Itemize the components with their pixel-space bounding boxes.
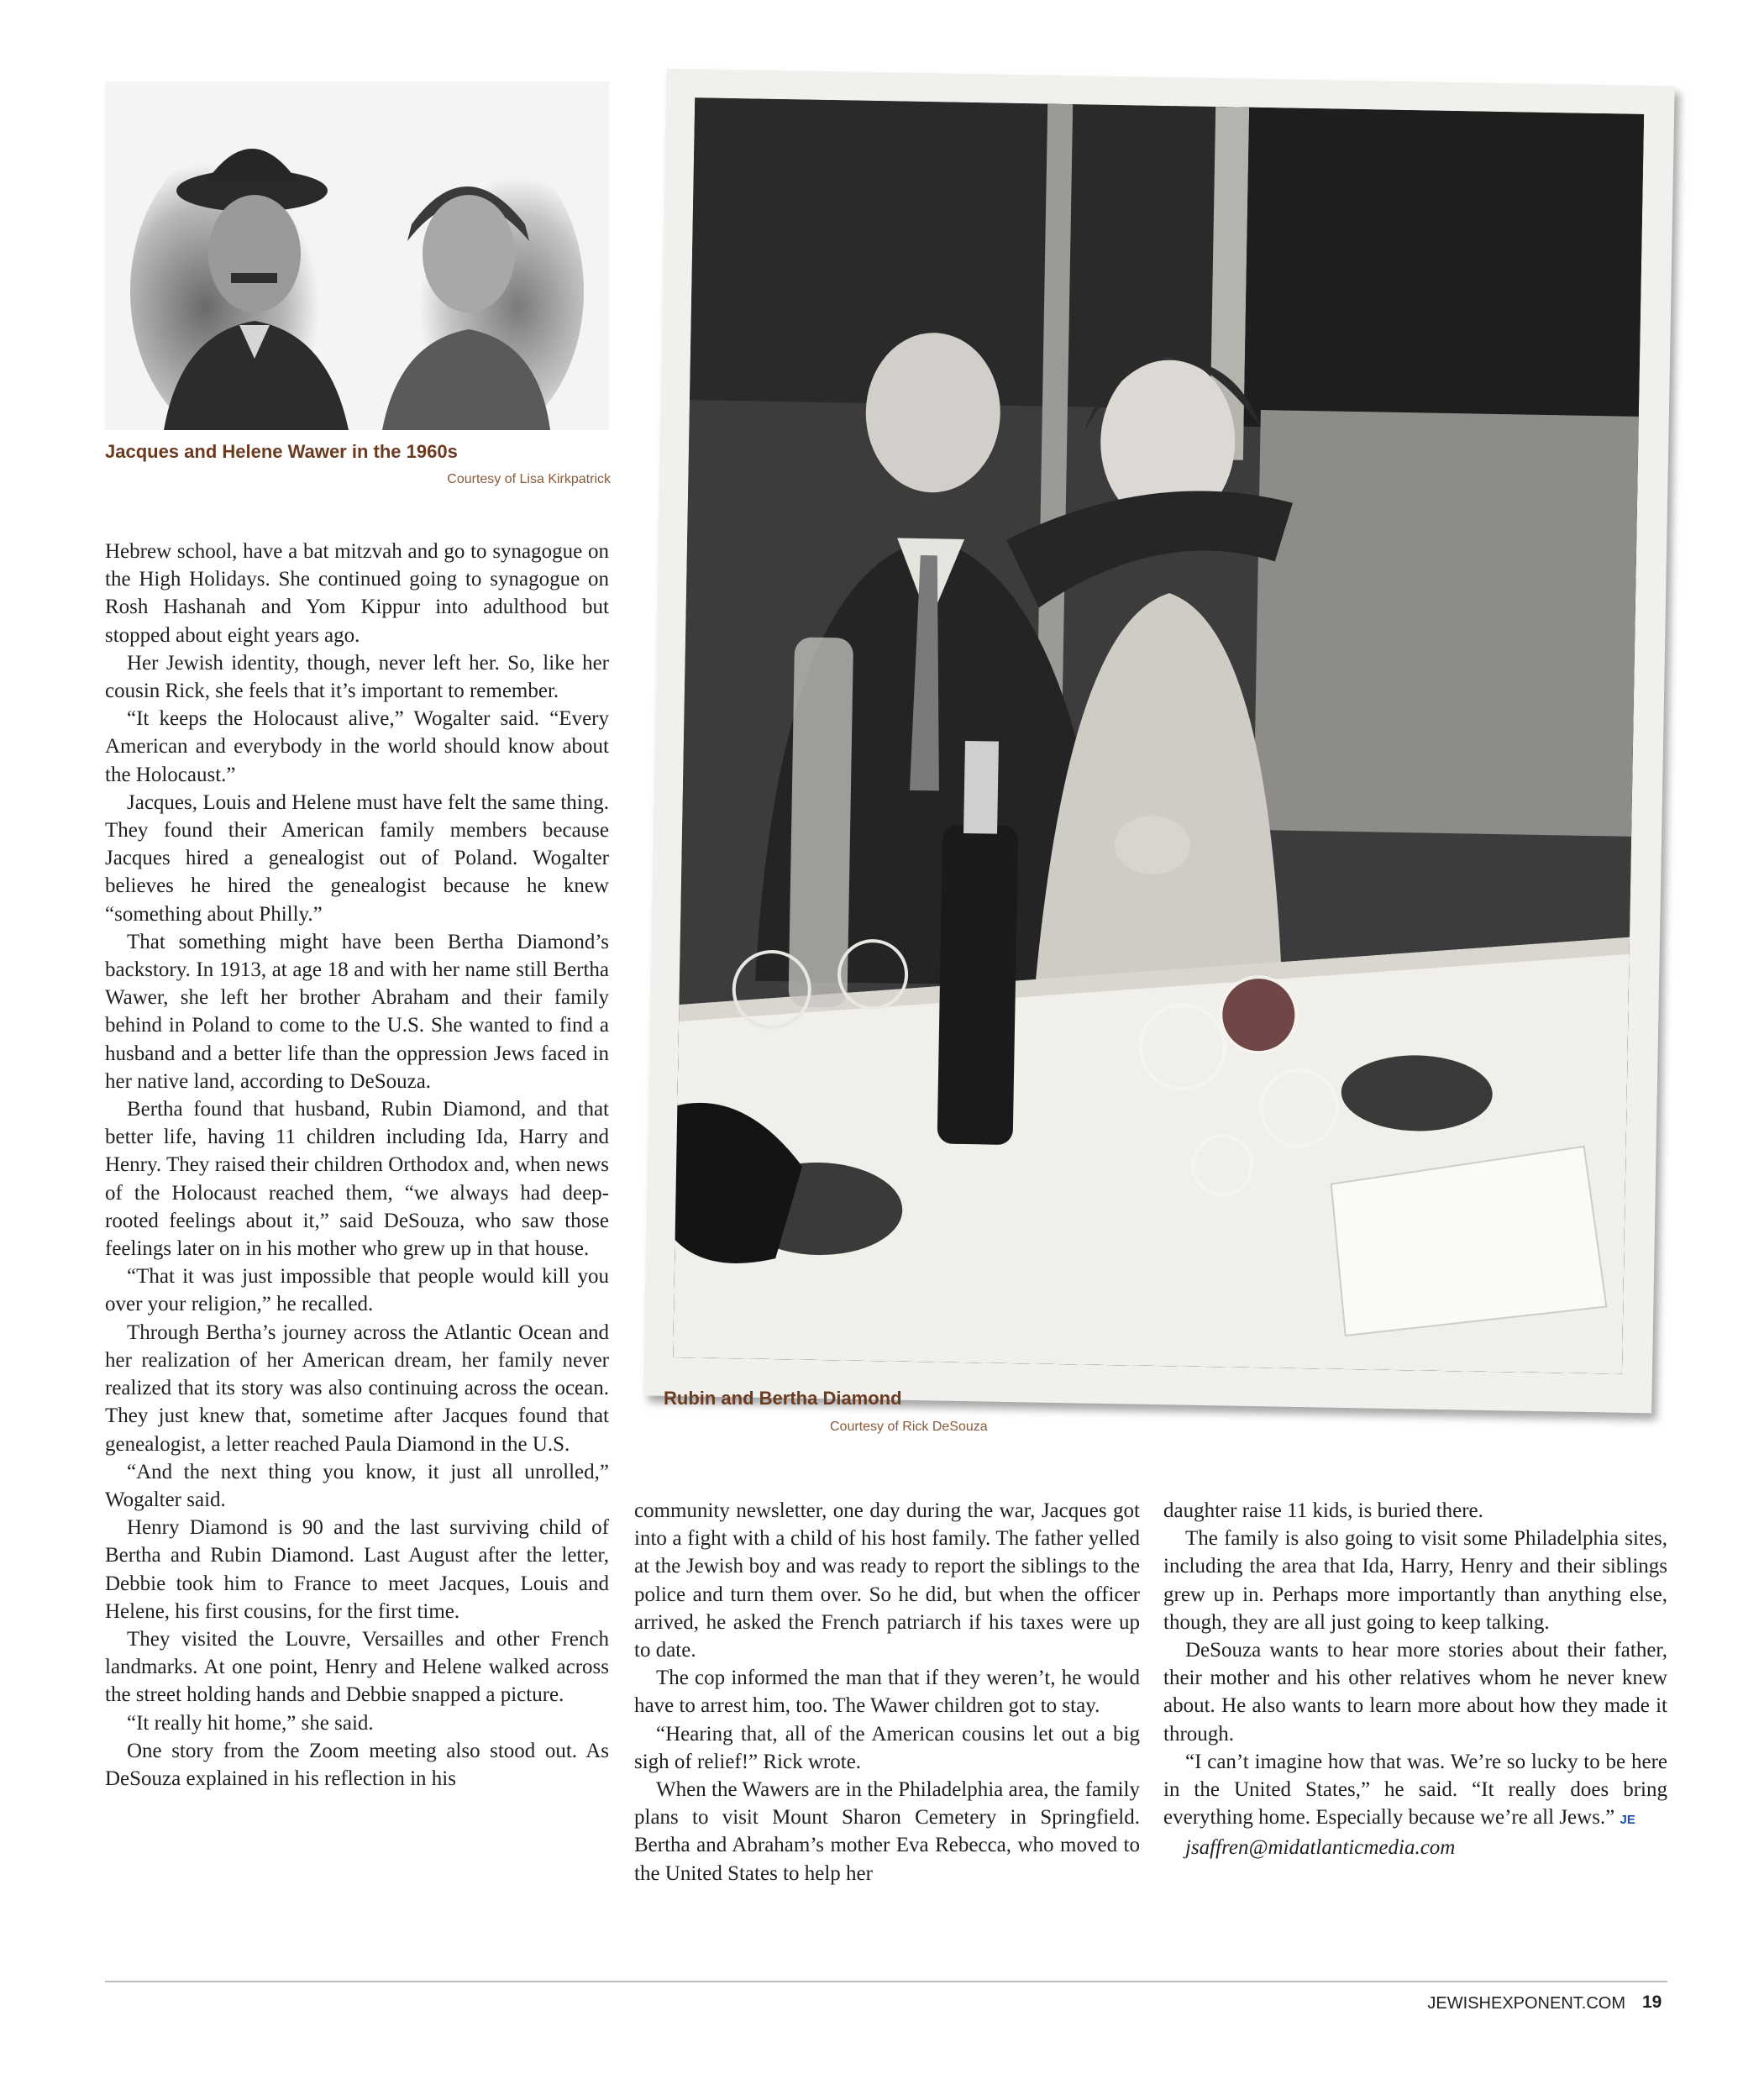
photo2-caption-credit: Courtesy of Rick DeSouza [830, 1420, 988, 1434]
author-email: jsaffren@midatlanticmedia.com [1185, 1836, 1456, 1860]
page-number: 19 [1642, 1992, 1662, 2012]
paragraph: “It keeps the Holocaust alive,” Wogalter said. “Every American and everybody in the world should know about the Holocaust.” [105, 707, 609, 786]
paragraph: Henry Diamond is 90 and the last surviving child of Bertha and Rubin Diamond. Last August after the letter, Debbie took him to France to meet Jacques, Louis and Helene, his first cousins, for the first time. [105, 1516, 609, 1623]
paragraph-final [1163, 1748, 1667, 1835]
paragraph: “Hearing that, all of the American cousins let out a big sigh of relief!” Rick wrote. [634, 1722, 1140, 1773]
paragraph: Through Bertha’s journey across the Atlantic Ocean and her realization of her American dream, her family never realized that its story was also continuing across the ocean. They just knew that, sometime after Jacques found that genealogist, a letter reached Paula Diamond in the U.S. [105, 1320, 609, 1456]
vintage-portrait-image [105, 81, 609, 430]
paragraph: When the Wawers are in the Philadelphia area, the family plans to visit Mount Sharon Cemetery in Springfield. Bertha and Abraham’s mother Eva Rebecca, who moved to the United States to help her [634, 1778, 1140, 1885]
photo2-caption-title: Rubin and Bertha Diamond [664, 1388, 902, 1409]
article-column-2 [634, 1497, 1140, 1887]
paragraph: The cop informed the man that if they weren’t, he would have to arrest him, too. The Wawer children got to stay. [634, 1667, 1140, 1718]
photo1-caption-credit: Courtesy of Lisa Kirkpatrick [447, 472, 611, 486]
paragraph: daughter raise 11 kids, is buried there. [1163, 1499, 1483, 1522]
end-mark: JE [1620, 1813, 1635, 1828]
photo-jacques-helene [105, 81, 609, 430]
paragraph: Her Jewish identity, though, never left her. So, like her cousin Rick, she feels that it’s important to remember. [105, 651, 609, 703]
paragraph: “And the next thing you know, it just all unrolled,” Wogalter said. [105, 1460, 609, 1511]
article-column-3 [1163, 1497, 1667, 1862]
paragraph: “It really hit home,” she said. [127, 1711, 374, 1735]
paragraph: community newsletter, one day during the war, Jacques got into a fight with a child of his host family. The father yelled at the Jewish boy and was ready to report the siblings to the police and turn them over. So he did, but when the officer arrived, he asked the French patriarch if his taxes were up to date. [634, 1499, 1140, 1662]
paragraph: Hebrew school, have a bat mitzvah and go to synagogue on the High Holidays. She continued going to synagogue on Rosh Hashanah and Yom Kippur into adulthood but stopped about eight years ago. [105, 540, 609, 647]
footer-site-name: JEWISHEXPONENT.COM [1427, 1994, 1625, 2013]
article-column-1 [105, 538, 609, 1793]
photo-rubin-bertha-frame [643, 69, 1674, 1414]
paragraph: That something might have been Bertha Diamond’s backstory. In 1913, at age 18 and with her name still Bertha Wawer, she left her brother Abraham and their family behind in Poland to come to the U.S. She wanted to find a husband and a better life than the oppression Jews faced in her native land, according to DeSouza. [105, 930, 609, 1093]
paragraph: One story from the Zoom meeting also stood out. As DeSouza explained in his reflection in his [105, 1739, 609, 1790]
final-paragraph-text: “I can’t imagine how that was. We’re so lucky to be here in the United States,” he said. “It really does bring everything home. Especially because we’re all Jews.” [1163, 1750, 1667, 1830]
footer-divider [105, 1981, 1667, 1982]
paragraph: DeSouza wants to hear more stories about their father, their mother and his other relatives whom he never knew about. He also wants to learn more about how they made it through. [1163, 1639, 1667, 1746]
paragraph: Bertha found that husband, Rubin Diamond, and that better life, having 11 children including Ida, Harry and Henry. They raised their children Orthodox and, when news of the Holocaust reached them, “we always had deep-rooted feelings about it,” said DeSouza, who saw those feelings later on in his mother who grew up in that house. [105, 1098, 609, 1261]
restaurant-couple-image [673, 97, 1644, 1373]
paragraph: “That it was just impossible that people would kill you over your religion,” he recalled. [105, 1265, 609, 1316]
paragraph: Jacques, Louis and Helene must have felt the same thing. They found their American family members because Jacques hired a genealogist out of Poland. Wogalter believes he hired the genealogist because he knew “something about Philly.” [105, 790, 609, 926]
paragraph: They visited the Louvre, Versailles and other French landmarks. At one point, Henry and Helene walked across the street holding hands and Debbie snapped a picture. [105, 1627, 609, 1707]
photo1-caption-title: Jacques and Helene Wawer in the 1960s [105, 441, 458, 462]
paragraph: The family is also going to visit some Philadelphia sites, including the area that Ida, Harry, Henry and their siblings grew up in. Perhaps more importantly than anything else, though, they are all just going to keep talking. [1163, 1527, 1667, 1634]
